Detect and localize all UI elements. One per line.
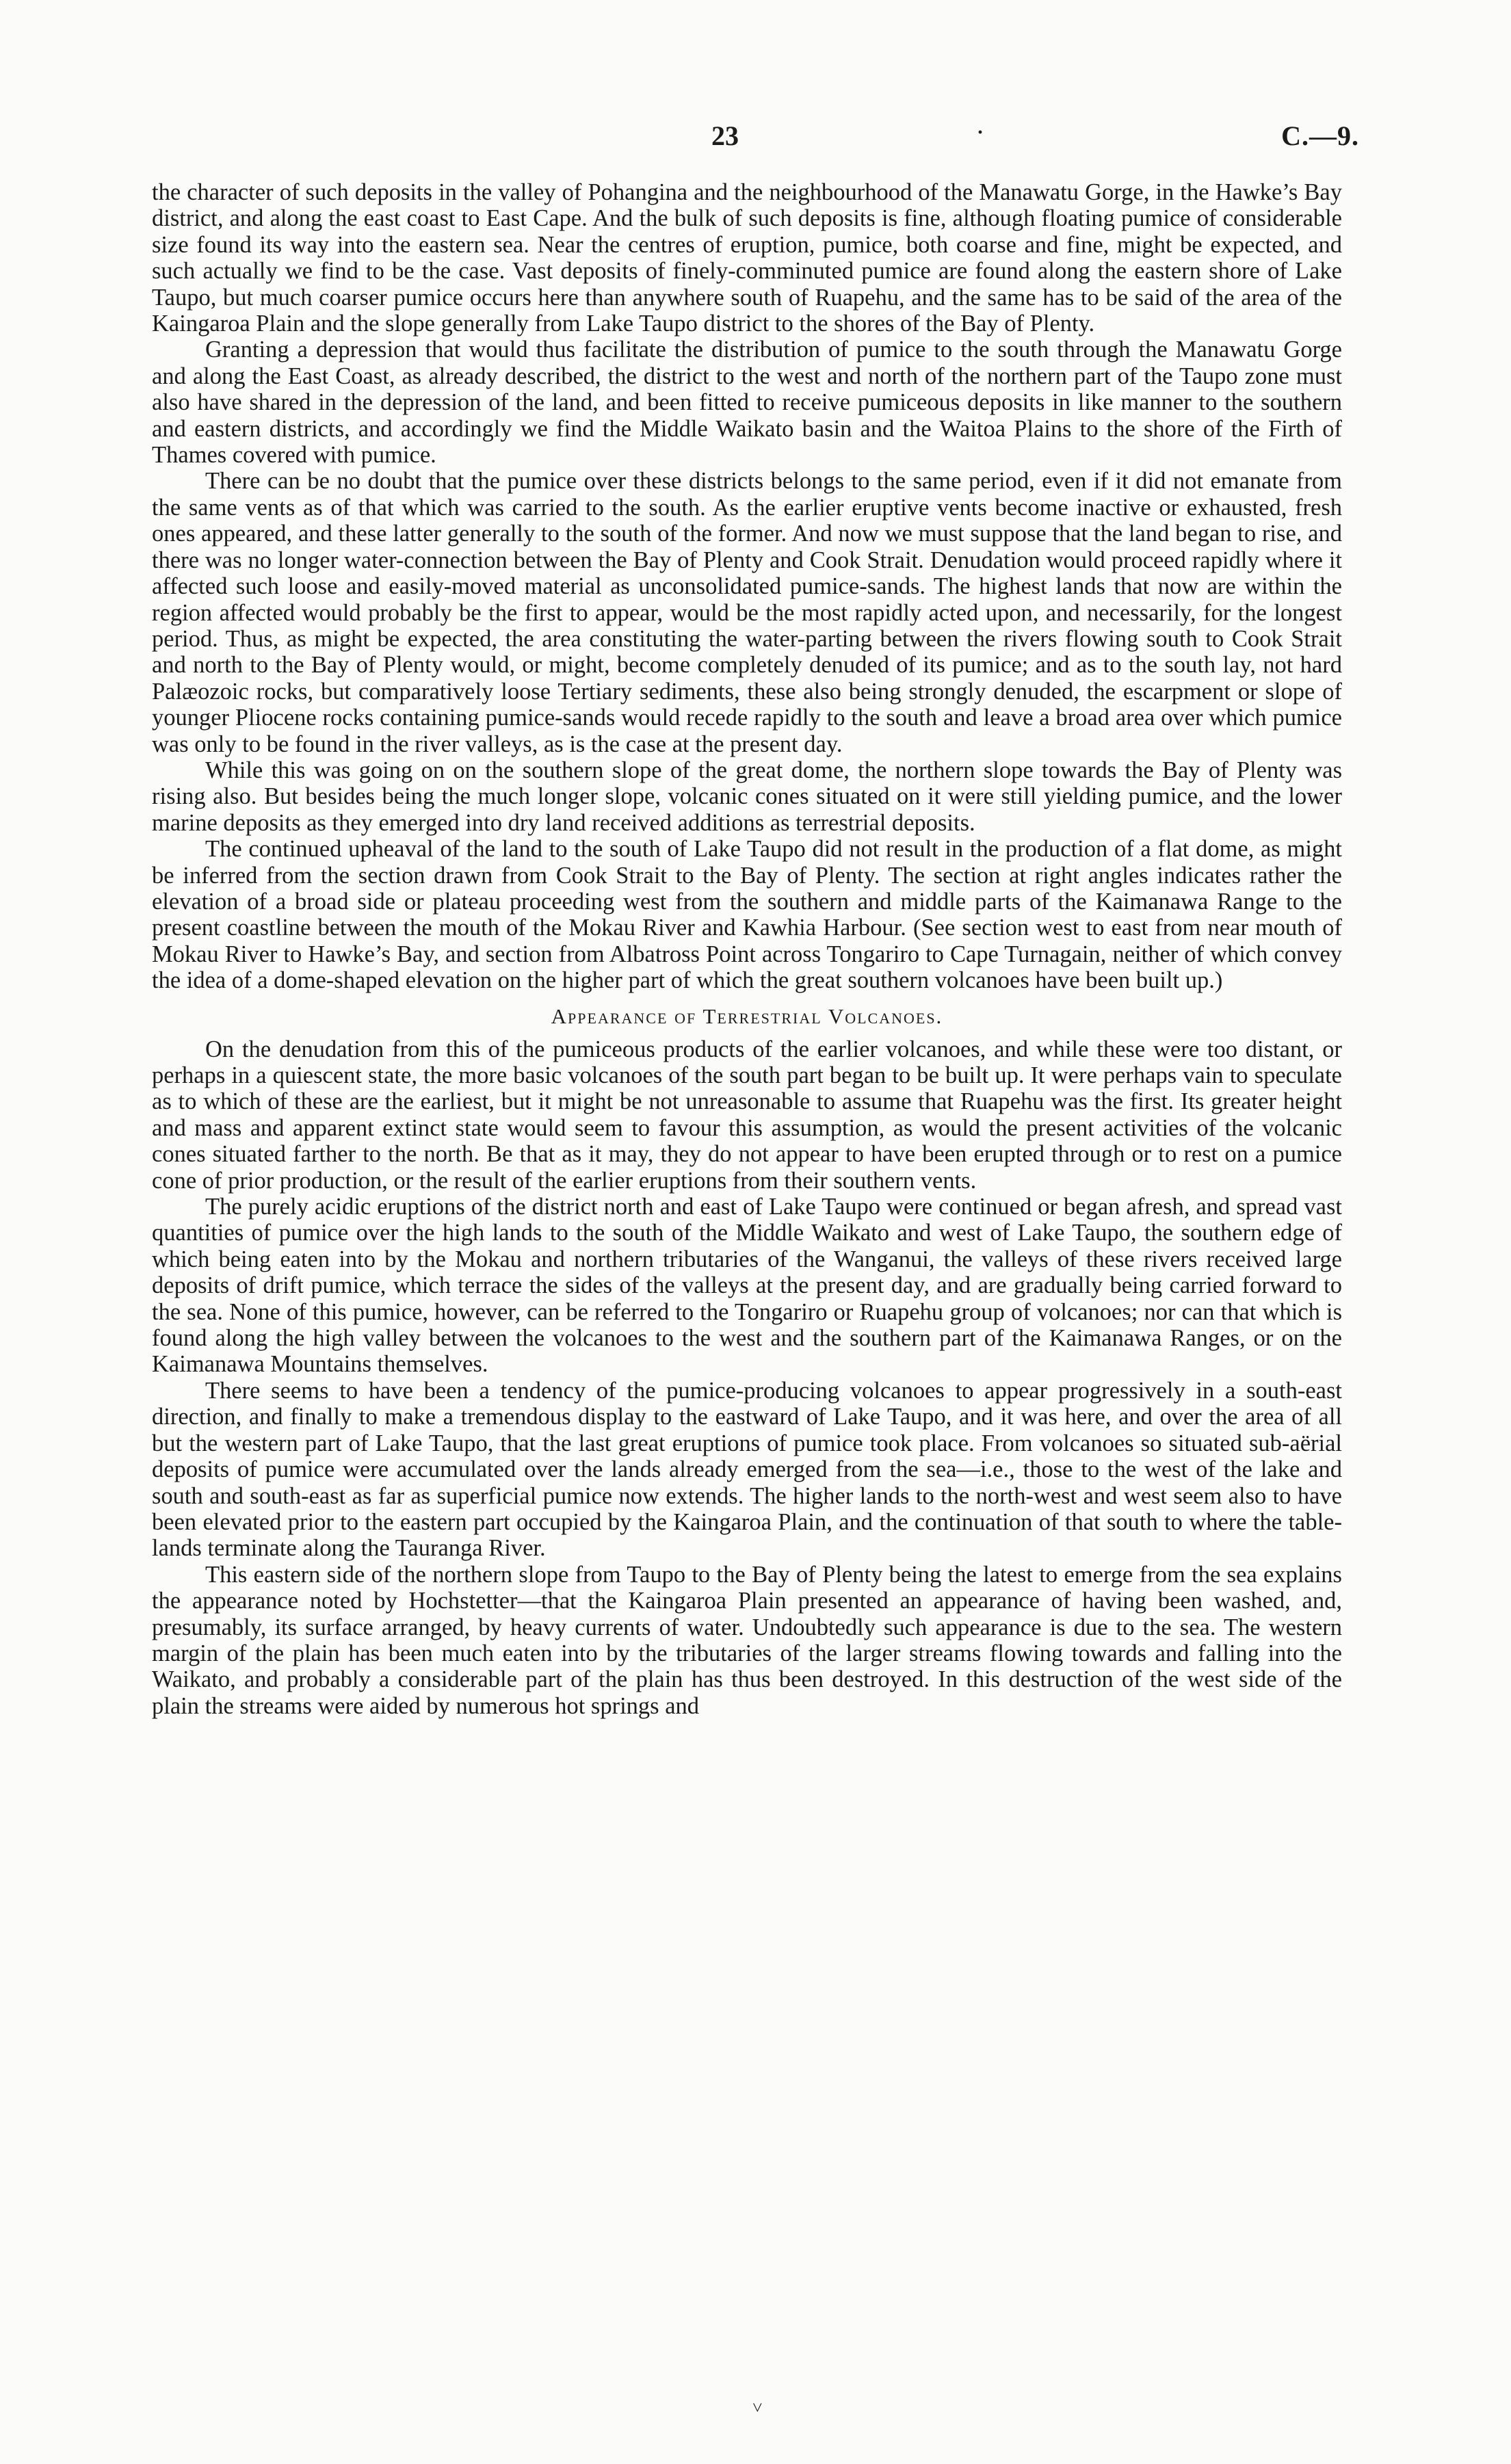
paragraph: While this was going on on the southern slope of the great dome, the northern slope towards the Bay of Plenty was rising also. But besides being the much longer slope, volcanic cones situated on it were still yielding pumice, and the lower marine deposits as they emerged into dry land received additions as terrestrial deposits. (152, 757, 1342, 836)
paragraph-continued: the character of such deposits in the valley of Pohangina and the neighbourhood of the Manawatu Gorge, in the Hawke’s Bay district, and along the east coast to East Cape. And the bulk of such deposits is fine, although floating pumice of considerable size found its way into the eastern sea. Near the centres of eruption, pumice, both coarse and fine, might be expected, and such actually we find to be the case. Vast deposits of finely-comminuted pumice are found along the eastern shore of Lake Taupo, but much coarser pumice occurs here than anywhere south of Ruapehu, and the same has to be said of the area of the Kaingaroa Plain and the slope generally from Lake Taupo district to the shores of the Bay of Plenty. (152, 179, 1342, 337)
document-reference: C.—9. (1281, 120, 1359, 151)
section-paragraph: This eastern side of the northern slope from Taupo to the Bay of Plenty being the latest to emerge from the sea explains the appearance noted by Hochstetter—that the Kaingaroa Plain presented an appearance of having been washed, and, presumably, its surface arranged, by heavy currents of water. Undoubtedly such appearance is due to the sea. The western margin of the plain has been much eaten into by the tributaries of the larger streams flowing towards and falling into the Waikato, and probably a considerable part of the plain has thus been destroyed. In this destruction of the west side of the plain the streams were aided by numerous hot springs and (152, 1561, 1342, 1719)
section-paragraph: There seems to have been a tendency of the pumice-producing volcanoes to appear progressively in a south-east direction, and finally to make a tremendous display to the eastward of Lake Taupo, and it was here, and over the area of all but the western part of Lake Taupo, that the last great eruptions of pumice took place. From volcanoes so situated sub-aërial deposits of pumice were accumulated over the lands already emerged from the sea—i.e., those to the west of the lake and south and south-east as far as superficial pumice now extends. The higher lands to the north-west and west seem also to have been elevated prior to the eastern part occupied by the Kaingaroa Plain, and the continuation of that south to where the table-lands terminate along the Tauranga River. (152, 1377, 1342, 1562)
footer-mark: ˅ (752, 2398, 763, 2417)
section-paragraph: The purely acidic eruptions of the district north and east of Lake Taupo were continued or began afresh, and spread vast quantities of pumice over the high lands to the south of the Middle Waikato and west of Lake Taupo, the southern edge of which being eaten into by the Mokau and northern tributaries of the Wanganui, the valleys of these rivers received large deposits of drift pumice, which terrace the sides of the valleys at the present day, and are gradually being carried forward to the sea. None of this pumice, however, can be referred to the Tongariro or Ruapehu group of volcanoes; nor can that which is found along the high valley between the volcanoes to the west and the southern part of the Kaimanawa Ranges, or on the Kaimanawa Mountains themselves. (152, 1194, 1342, 1378)
paragraph: The continued upheaval of the land to the south of Lake Taupo did not result in the production of a flat dome, as might be inferred from the section drawn from Cook Strait to the Bay of Plenty. The section at right angles indicates rather the elevation of a broad side or plateau proceeding west from the southern and middle parts of the Kaimanawa Range to the present coastline between the mouth of the Mokau River and Kawhia Harbour. (See section west to east from near mouth of Mokau River to Hawke’s Bay, and section from Albatross Point across Tongariro to Cape Turnagain, neither of which convey the idea of a dome-shaped elevation on the higher part of which the great southern volcanoes have been built up.) (152, 836, 1342, 994)
paragraph: Granting a depression that would thus facilitate the distribution of pumice to the south through the Manawatu Gorge and along the East Coast, as already described, the district to the west and north of the northern part of the Taupo zone must also have shared in the depression of the land, and been fitted to receive pumiceous deposits in like manner to the southern and eastern districts, and accordingly we find the Middle Waikato basin and the Waitoa Plains to the shore of the Firth of Thames covered with pumice. (152, 337, 1342, 469)
header-separator: · (977, 121, 984, 144)
page-header (0, 120, 1511, 161)
page-body (152, 179, 1342, 1719)
paragraph: There can be no doubt that the pumice over these districts belongs to the same period, even if it did not emanate from the same vents as of that which was carried to the south. As the earlier eruptive vents become inactive or exhausted, fresh ones appeared, and these latter generally to the south of the former. And now we must suppose that the land began to rise, and there was no longer water-connection between the Bay of Plenty and Cook Strait. Denudation would proceed rapidly where it affected such loose and easily-moved material as unconsolidated pumice-sands. The highest lands that now are within the region affected would probably be the first to appear, would be the most rapidly acted upon, and necessarily, for the longest period. Thus, as might be expected, the area constituting the water-parting between the rivers flowing south to Cook Strait and north to the Bay of Plenty would, or might, become completely denuded of its pumice; and as to the south lay, not hard Palæozoic rocks, but comparatively loose Tertiary sediments, these also being strongly denuded, the escarpment or slope of younger Pliocene rocks containing pumice-sands would recede rapidly to the south and leave a broad area over which pumice was only to be found in the river valleys, as is the case at the present day. (152, 468, 1342, 757)
section-heading: Appearance of Terrestrial Volcanoes. (551, 1004, 943, 1028)
section-paragraph: On the denudation from this of the pumiceous products of the earlier volcanoes, and while these were too distant, or perhaps in a quiescent state, the more basic volcanoes of the south part began to be built up. It were perhaps vain to speculate as to which of these are the earliest, but it might be not unreasonable to assume that Ruapehu was the first. Its greater height and mass and apparent extinct state would seem to favour this assumption, as would the present activities of the volcanic cones situated farther to the north. Be that as it may, they do not appear to have been erupted through or to rest on a pumice cone of prior production, or the result of the earlier eruptions from their southern vents. (152, 1036, 1342, 1194)
page-number: 23 (711, 120, 739, 151)
